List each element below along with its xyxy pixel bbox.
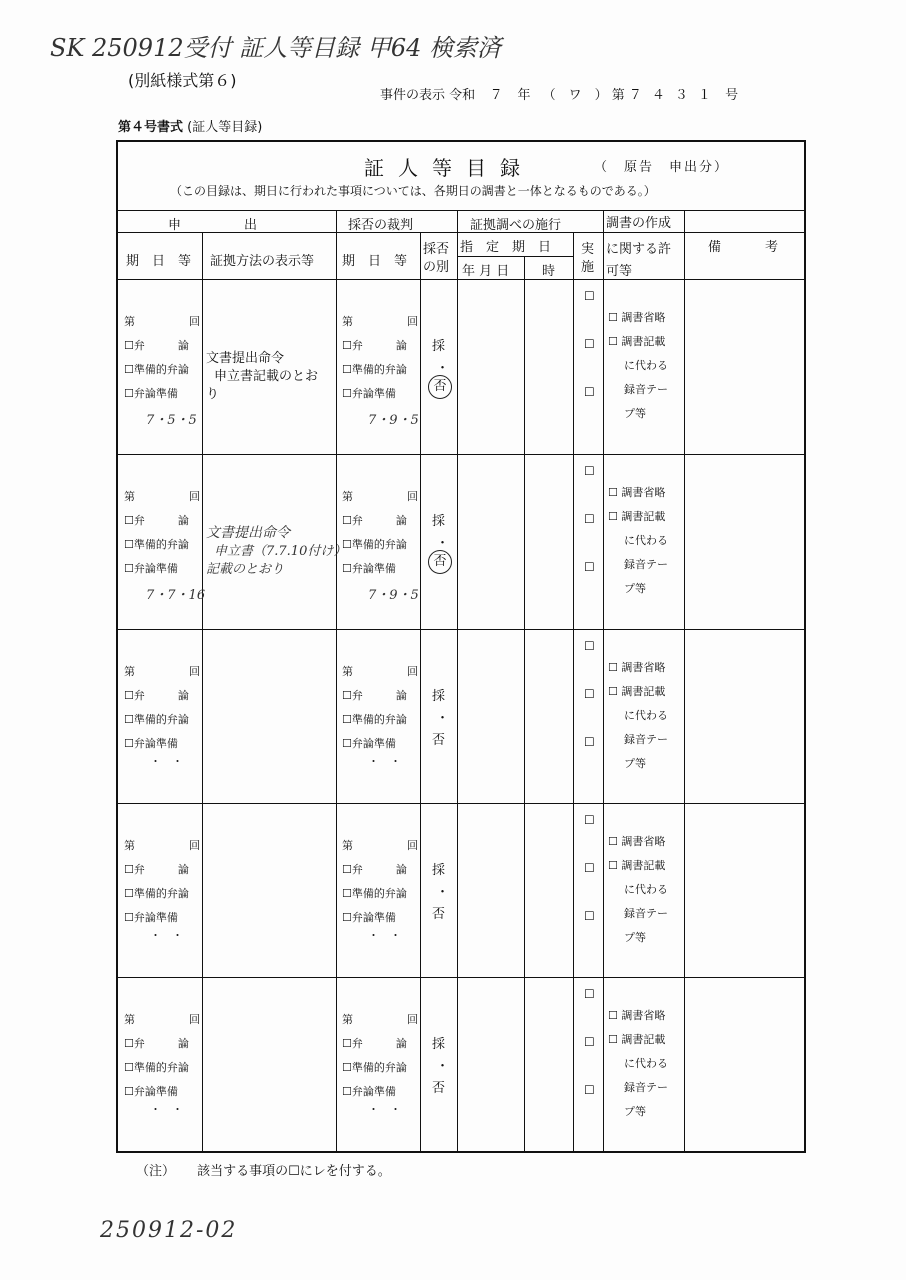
decision-brief-option: ☐弁論準備	[342, 911, 396, 924]
format-name: (証人等目録)	[187, 120, 263, 135]
row-session-label: 第 回	[124, 315, 202, 328]
header-remarks: 備 考	[708, 240, 785, 255]
record-substitute-line-4: プ等	[624, 582, 646, 595]
row-argument-option: ☐弁 論	[124, 514, 189, 527]
handwritten-footer-note: 250912-02	[100, 1218, 238, 1243]
row-request-dots: ・ ・	[150, 755, 183, 768]
reject-mark: 否	[432, 907, 446, 922]
adopt-mark: 採	[432, 1037, 446, 1052]
record-substitute-option: ☐ 調書記載	[608, 335, 666, 348]
request-date-value: 7・7・16	[146, 588, 206, 603]
decision-prep-option: ☐準備的弁論	[342, 713, 407, 726]
method-line-2: 申立書記載のとお	[214, 369, 319, 384]
case-type: （ ワ ）	[542, 88, 608, 103]
record-omit-option: ☐ 調書省略	[608, 486, 666, 499]
adopt-dot: ・	[436, 1059, 450, 1074]
row-brief-option: ☐弁論準備	[124, 562, 178, 575]
row-request-dots: ・ ・	[150, 1103, 183, 1116]
method-line-2: 申立書（7.7.10付け）	[214, 544, 347, 559]
col-rule-6	[573, 232, 574, 1153]
record-substitute-option: ☐ 調書記載	[608, 685, 666, 698]
record-omit-option: ☐ 調書省略	[608, 661, 666, 674]
header-scheduled: 指 定 期 日	[460, 240, 552, 255]
form-title-party: （ 原告 申出分）	[594, 160, 730, 175]
decision-argument-option: ☐弁 論	[342, 339, 407, 352]
header-ymd: 年 月 日	[462, 264, 510, 279]
format-label-line	[118, 116, 262, 135]
col-rule-8	[684, 210, 685, 1153]
header-adopt-1: 採否	[423, 242, 450, 257]
row-session-label: 第 回	[124, 839, 202, 852]
row-prep-option: ☐準備的弁論	[124, 713, 189, 726]
row-brief-option: ☐弁論準備	[124, 1085, 178, 1098]
row-argument-option: ☐弁 論	[124, 339, 189, 352]
case-year-unit: 年	[517, 88, 531, 103]
header-record-2: に関する許	[606, 242, 672, 257]
case-number: ７４３１	[628, 88, 721, 103]
record-substitute-line-2: に代わる	[624, 883, 668, 896]
performed-checkbox-3: ☐	[584, 909, 595, 923]
record-substitute-line-2: に代わる	[624, 359, 668, 372]
decision-date-value: 7・9・5	[368, 413, 419, 428]
header-request: 申 出	[168, 218, 264, 233]
record-omit-option: ☐ 調書省略	[608, 1009, 666, 1022]
row-argument-option: ☐弁 論	[124, 1037, 189, 1050]
handwritten-header-note: SK 250912受付 証人等目録 甲64 検索済	[50, 34, 502, 62]
performed-checkbox-3: ☐	[584, 1083, 595, 1097]
performed-checkbox-2: ☐	[584, 1035, 595, 1049]
row-session-label: 第 回	[124, 665, 202, 678]
adopt-mark: 採	[432, 863, 446, 878]
header-date: 期 日 等	[126, 254, 192, 269]
reject-mark: 否	[428, 550, 452, 574]
adopt-dot: ・	[436, 361, 450, 376]
rule-row-1	[118, 454, 806, 455]
col-rule-3	[420, 232, 421, 1153]
adopt-dot: ・	[436, 711, 450, 726]
performed-checkbox-2: ☐	[584, 337, 595, 351]
header-record-1: 調書の作成	[606, 216, 672, 231]
row-prep-option: ☐準備的弁論	[124, 363, 189, 376]
record-substitute-line-3: 録音テー	[624, 907, 668, 920]
performed-checkbox-1: ☐	[584, 987, 595, 1001]
performed-checkbox-3: ☐	[584, 560, 595, 574]
row-argument-option: ☐弁 論	[124, 689, 189, 702]
case-display	[380, 84, 738, 103]
performed-checkbox-1: ☐	[584, 639, 595, 653]
decision-brief-option: ☐弁論準備	[342, 562, 396, 575]
performed-checkbox-2: ☐	[584, 512, 595, 526]
decision-prep-option: ☐準備的弁論	[342, 1061, 407, 1074]
method-line-1: 文書提出命令	[206, 351, 285, 366]
record-substitute-line-4: プ等	[624, 1105, 646, 1118]
rule-row-2	[118, 629, 806, 630]
rule-row-3	[118, 803, 806, 804]
decision-session-label: 第 回	[342, 665, 420, 678]
header-method: 証拠方法の表示等	[210, 254, 315, 269]
header-adopt-2: の別	[423, 260, 450, 275]
record-substitute-line-4: プ等	[624, 407, 646, 420]
decision-argument-option: ☐弁 論	[342, 863, 407, 876]
decision-argument-option: ☐弁 論	[342, 1037, 407, 1050]
record-substitute-line-2: に代わる	[624, 1057, 668, 1070]
header-time: 時	[542, 264, 556, 279]
row-argument-option: ☐弁 論	[124, 863, 189, 876]
decision-prep-option: ☐準備的弁論	[342, 363, 407, 376]
rule-scheduled-split	[457, 256, 573, 257]
record-substitute-option: ☐ 調書記載	[608, 859, 666, 872]
record-substitute-line-4: プ等	[624, 757, 646, 770]
case-number-suffix: 号	[725, 88, 739, 103]
adopt-mark: 採	[432, 689, 446, 704]
request-date-value: 7・5・5	[146, 413, 197, 428]
record-substitute-line-2: に代わる	[624, 709, 668, 722]
reject-mark: 否	[432, 733, 446, 748]
col-rule-7	[603, 210, 604, 1153]
header-record-3: 可等	[606, 264, 633, 279]
row-brief-option: ☐弁論準備	[124, 911, 178, 924]
note-line	[136, 1160, 391, 1179]
method-line-1: 文書提出命令	[206, 525, 290, 541]
decision-argument-option: ☐弁 論	[342, 514, 407, 527]
method-line-3: り	[206, 387, 220, 402]
record-substitute-line-3: 録音テー	[624, 558, 668, 571]
rule-header-bottom	[118, 279, 806, 280]
note-label: （注）	[136, 1164, 176, 1179]
format-label: 第４号書式	[118, 120, 184, 135]
decision-dots: ・ ・	[368, 929, 401, 942]
decision-dots: ・ ・	[368, 1103, 401, 1116]
performed-checkbox-2: ☐	[584, 861, 595, 875]
decision-date-value: 7・9・5	[368, 588, 419, 603]
header-done-1: 実	[581, 242, 595, 257]
row-brief-option: ☐弁論準備	[124, 387, 178, 400]
rule-row-4	[118, 977, 806, 978]
performed-checkbox-3: ☐	[584, 385, 595, 399]
decision-session-label: 第 回	[342, 490, 420, 503]
case-year: ７	[489, 88, 503, 103]
record-substitute-line-3: 録音テー	[624, 383, 668, 396]
form-title: 証人等目録	[364, 156, 534, 180]
record-omit-option: ☐ 調書省略	[608, 311, 666, 324]
rule-title-bottom	[118, 210, 806, 211]
header-decision-date: 期 日 等	[342, 254, 408, 269]
decision-session-label: 第 回	[342, 315, 420, 328]
decision-brief-option: ☐弁論準備	[342, 1085, 396, 1098]
header-done-2: 施	[581, 260, 595, 275]
col-rule-1	[202, 232, 203, 1153]
col-rule-4	[457, 210, 458, 1153]
decision-prep-option: ☐準備的弁論	[342, 538, 407, 551]
performed-checkbox-1: ☐	[584, 289, 595, 303]
decision-session-label: 第 回	[342, 1013, 420, 1026]
decision-dots: ・ ・	[368, 755, 401, 768]
row-prep-option: ☐準備的弁論	[124, 538, 189, 551]
performed-checkbox-2: ☐	[584, 687, 595, 701]
adopt-mark: 採	[432, 514, 446, 529]
record-substitute-line-2: に代わる	[624, 534, 668, 547]
record-substitute-line-4: プ等	[624, 931, 646, 944]
adopt-dot: ・	[436, 536, 450, 551]
decision-argument-option: ☐弁 論	[342, 689, 407, 702]
case-era: 令和	[449, 88, 476, 103]
adopt-mark: 採	[432, 339, 446, 354]
record-substitute-option: ☐ 調書記載	[608, 510, 666, 523]
col-rule-5	[524, 256, 525, 1153]
header-decision: 採否の裁判	[348, 218, 414, 233]
record-omit-option: ☐ 調書省略	[608, 835, 666, 848]
decision-brief-option: ☐弁論準備	[342, 387, 396, 400]
row-prep-option: ☐準備的弁論	[124, 887, 189, 900]
decision-brief-option: ☐弁論準備	[342, 737, 396, 750]
row-request-dots: ・ ・	[150, 929, 183, 942]
record-substitute-line-3: 録音テー	[624, 733, 668, 746]
adopt-dot: ・	[436, 885, 450, 900]
method-line-3: 記載のとおり	[206, 562, 285, 577]
form-subtitle: （この目録は、期日に行われた事項については、各期日の調書と一体となるものである。）	[170, 184, 656, 198]
row-session-label: 第 回	[124, 1013, 202, 1026]
witness-list-table	[116, 140, 806, 1153]
row-session-label: 第 回	[124, 490, 202, 503]
performed-checkbox-1: ☐	[584, 813, 595, 827]
case-number-prefix: 第	[611, 88, 625, 103]
note-text: 該当する事項の☐にレを付する。	[197, 1164, 391, 1179]
record-substitute-option: ☐ 調書記載	[608, 1033, 666, 1046]
row-prep-option: ☐準備的弁論	[124, 1061, 189, 1074]
case-label: 事件の表示	[380, 88, 446, 103]
header-examination: 証拠調べの施行	[470, 218, 562, 233]
reject-mark: 否	[428, 375, 452, 399]
reject-mark: 否	[432, 1081, 446, 1096]
col-rule-2	[336, 210, 337, 1153]
row-brief-option: ☐弁論準備	[124, 737, 178, 750]
performed-checkbox-1: ☐	[584, 464, 595, 478]
decision-session-label: 第 回	[342, 839, 420, 852]
performed-checkbox-3: ☐	[584, 735, 595, 749]
decision-prep-option: ☐準備的弁論	[342, 887, 407, 900]
form-number: (別紙様式第６)	[128, 71, 237, 90]
record-substitute-line-3: 録音テー	[624, 1081, 668, 1094]
